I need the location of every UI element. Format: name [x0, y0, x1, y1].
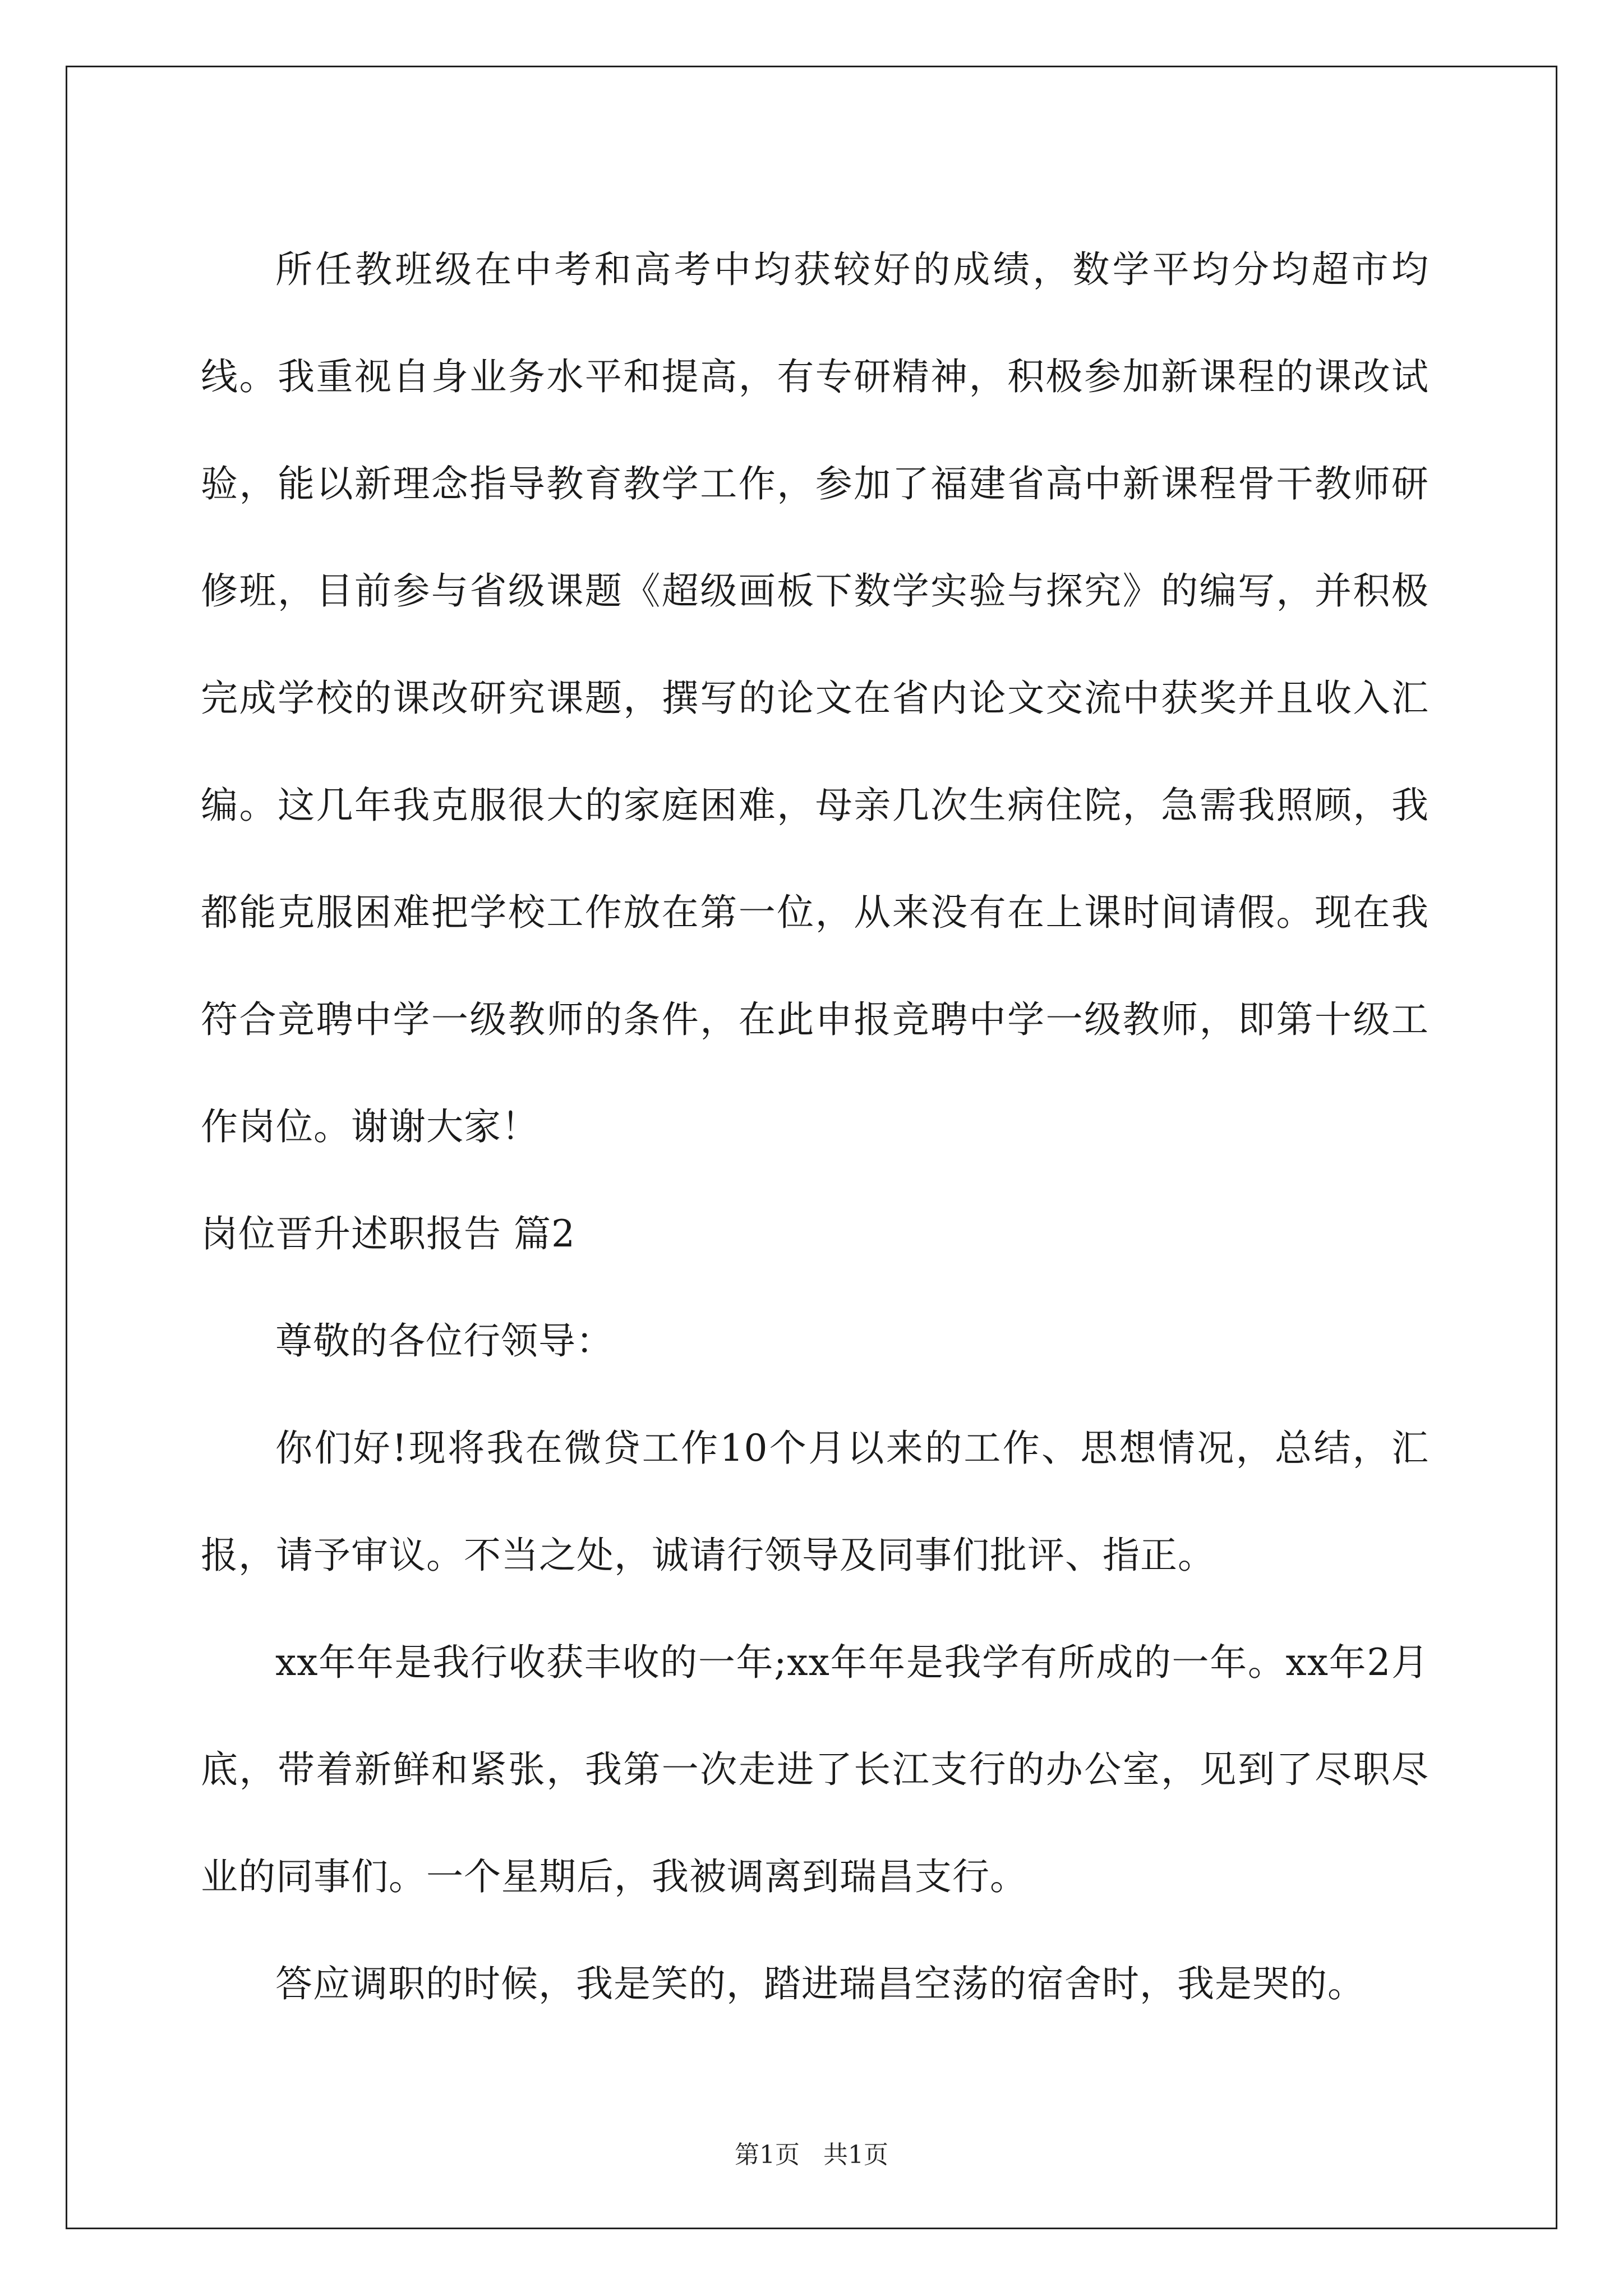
paragraph-salutation: 尊敬的各位行领导： [275, 1319, 614, 1363]
page-footer: 第1页 共1页 [735, 2141, 888, 2169]
paragraph-year-review: xx年年是我行收获丰收的一年;xx年年是我学有所成的一年。xx年2月底，带着新鲜和紧张，我第一次走进了长江支行的办公室，见到了尽职尽业的同事们。一个星期后，我被调离到瑞昌支行。 [201, 1641, 1429, 1898]
paragraph-greeting: 你们好!现将我在微贷工作10个月以来的工作、思想情况，总结，汇报，请予审议。不当之处，诚请行领导及同事们批评、指正。 [201, 1427, 1429, 1577]
section-heading: 岗位晋升述职报告 篇2 [201, 1212, 575, 1255]
paragraph-intro-continuation: 所任教班级在中考和高考中均获较好的成绩，数学平均分均超市均线。我重视自身业务水平和提高，有专研精神，积极参加新课程的课改试验，能以新理念指导教育教学工作，参加了福建省高中新课程骨干教师研修班，目前参与省级课题《超级画板下数学实验与探究》的编写，并积极完成学校的课改研究课题，撰写的论文在省内论文交流中获奖并且收入汇编。这几年我克服很大的家庭困难，母亲几次生病住院，急需我照顾，我都能克服困难把学校工作放在第一位，从来没有在上课时间请假。现在我符合竞聘中学一级教师的条件，在此申报竞聘中学一级教师，即第十级工作岗位。谢谢大家！ [201, 248, 1429, 1148]
document-body [201, 216, 1429, 2037]
paragraph-transfer: 答应调职的时候，我是笑的，踏进瑞昌空荡的宿舍时，我是哭的。 [275, 1962, 1365, 2005]
